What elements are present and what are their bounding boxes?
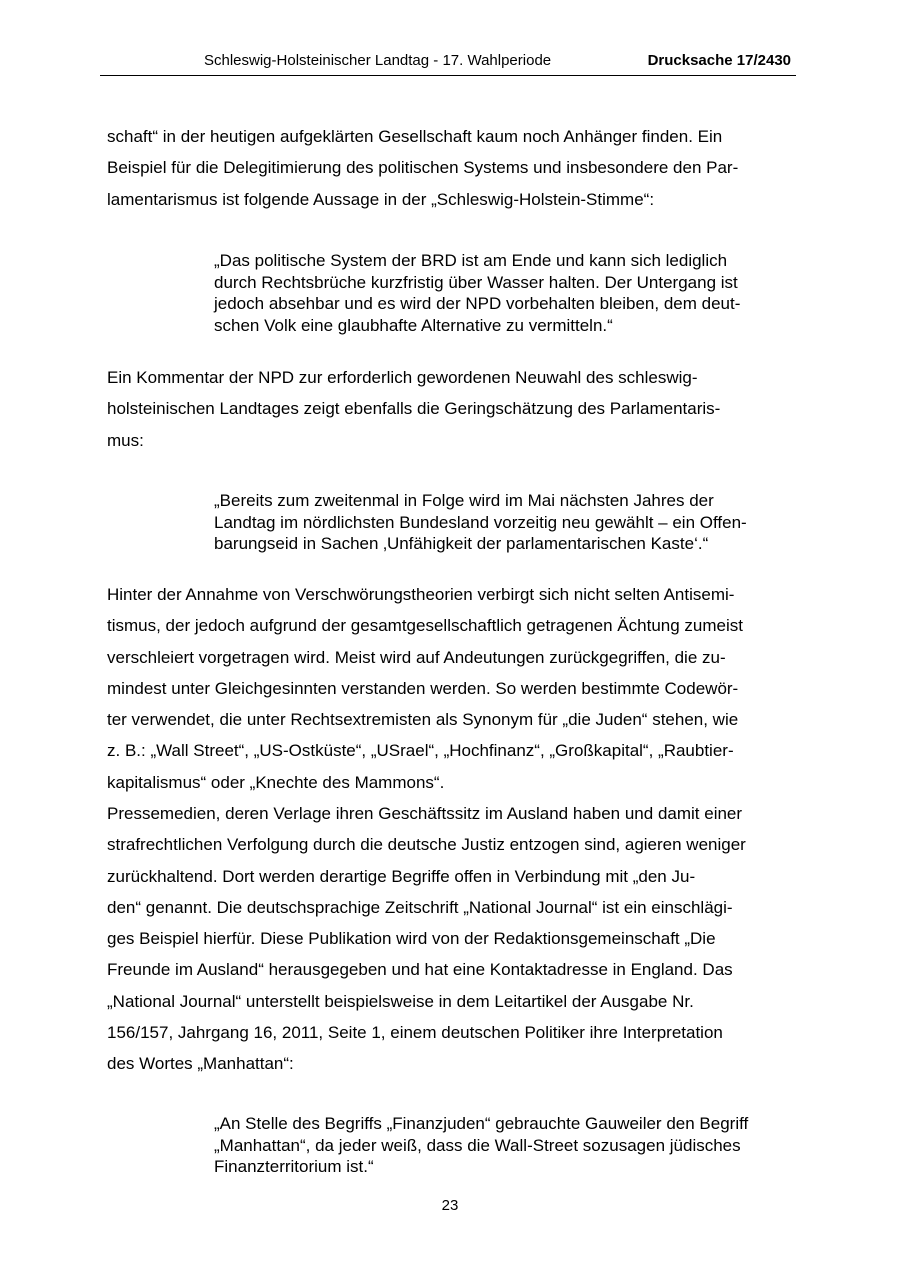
text-line: strafrechtlichen Verfolgung durch die deutsche Justiz entzogen sind, agieren weniger (107, 835, 746, 855)
text-line: holsteinischen Landtages zeigt ebenfalls die Geringschätzung des Parlamentaris- (107, 399, 721, 419)
header-title: Schleswig-Holsteinischer Landtag - 17. Wahlperiode (204, 52, 552, 69)
text-line: schaft“ in der heutigen aufgeklärten Gesellschaft kaum noch Anhänger finden. Ein (107, 127, 723, 146)
page-number: 23 (441, 1197, 459, 1214)
quote-line: „Bereits zum zweitenmal in Folge wird im Mai nächsten Jahres der (214, 491, 714, 510)
text-line: kapitalismus“ oder „Knechte des Mammons“. (107, 772, 445, 792)
text-line: Beispiel für die Delegitimierung des politischen Systems und insbesondere den Par- (107, 158, 739, 178)
quote-line: „An Stelle des Begriffs „Finanzjuden“ gebrauchte Gauweiler den Begriff (214, 1114, 749, 1133)
quote-line: durch Rechtsbrüche kurzfristig über Wasser halten. Der Untergang ist (214, 272, 738, 292)
document-number: Drucksache 17/2430 (647, 52, 791, 69)
paragraph-1 (107, 121, 797, 215)
quote-line: barungseid in Sachen ‚Unfähigkeit der parlamentarischen Kaste‘.“ (214, 534, 709, 553)
text-line: zurückhaltend. Dort werden derartige Begriffe offen in Verbindung mit „den Ju- (107, 866, 696, 886)
text-line: Ein Kommentar der NPD zur erforderlich gewordenen Neuwahl des schleswig- (107, 368, 698, 387)
quote-line: Landtag im nördlichsten Bundesland vorzeitig neu gewählt – ein Offen- (214, 512, 747, 532)
text-line: 156/157, Jahrgang 16, 2011, Seite 1, einem deutschen Politiker ihre Interpretation (107, 1023, 723, 1043)
text-line: verschleiert vorgetragen wird. Meist wird auf Andeutungen zurückgegriffen, die zu- (107, 647, 726, 667)
text-line: mus: (107, 430, 144, 450)
text-line: des Wortes „Manhattan“: (107, 1054, 294, 1074)
text-line: den“ genannt. Die deutschsprachige Zeitschrift „National Journal“ ist ein einschlägi- (107, 897, 733, 917)
paragraph-3 (107, 579, 797, 798)
text-line: „National Journal“ unterstellt beispielsweise in dem Leitartikel der Ausgabe Nr. (107, 991, 694, 1011)
header-divider (100, 75, 796, 76)
text-line: lamentarismus ist folgende Aussage in der „Schleswig-Holstein-Stimme“: (107, 189, 655, 209)
paragraph-2 (107, 362, 797, 456)
text-line: ter verwendet, die unter Rechtsextremisten als Synonym für „die Juden“ stehen, wie (107, 710, 739, 730)
text-line: Hinter der Annahme von Verschwörungstheorien verbirgt sich nicht selten Antisemi- (107, 585, 735, 604)
paragraph-4 (107, 798, 797, 1080)
text-line: Pressemedien, deren Verlage ihren Geschäftssitz im Ausland haben und damit einer (107, 804, 743, 823)
text-line: tismus, der jedoch aufgrund der gesamtgesellschaftlich getragenen Ächtung zumeist (107, 616, 743, 636)
text-line: ges Beispiel hierfür. Diese Publikation wird von der Redaktionsgemeinschaft „Die (107, 929, 716, 949)
quote-line: jedoch absehbar und es wird der NPD vorbehalten bleiben, dem deut- (214, 294, 741, 313)
quote-line: „Das politische System der BRD ist am Ende und kann sich lediglich (214, 251, 728, 270)
quote-2 (214, 490, 794, 555)
text-line: Freunde im Ausland“ herausgegeben und hat eine Kontaktadresse in England. Das (107, 960, 733, 980)
text-line: mindest unter Gleichgesinnten verstanden werden. So werden bestimmte Codewör- (107, 678, 739, 698)
text-line: z. B.: „Wall Street“, „US-Ostküste“, „USrael“, „Hochfinanz“, „Großkapital“, „Raubtier- (107, 741, 734, 761)
quote-line: schen Volk eine glaubhafte Alternative zu vermitteln.“ (214, 315, 613, 335)
quote-3 (214, 1113, 794, 1178)
quote-line: „Manhattan“, da jeder weiß, dass die Wall-Street sozusagen jüdisches (214, 1135, 741, 1155)
quote-line: Finanzterritorium ist.“ (214, 1157, 374, 1176)
page-header (100, 52, 796, 76)
quote-1 (214, 250, 794, 336)
